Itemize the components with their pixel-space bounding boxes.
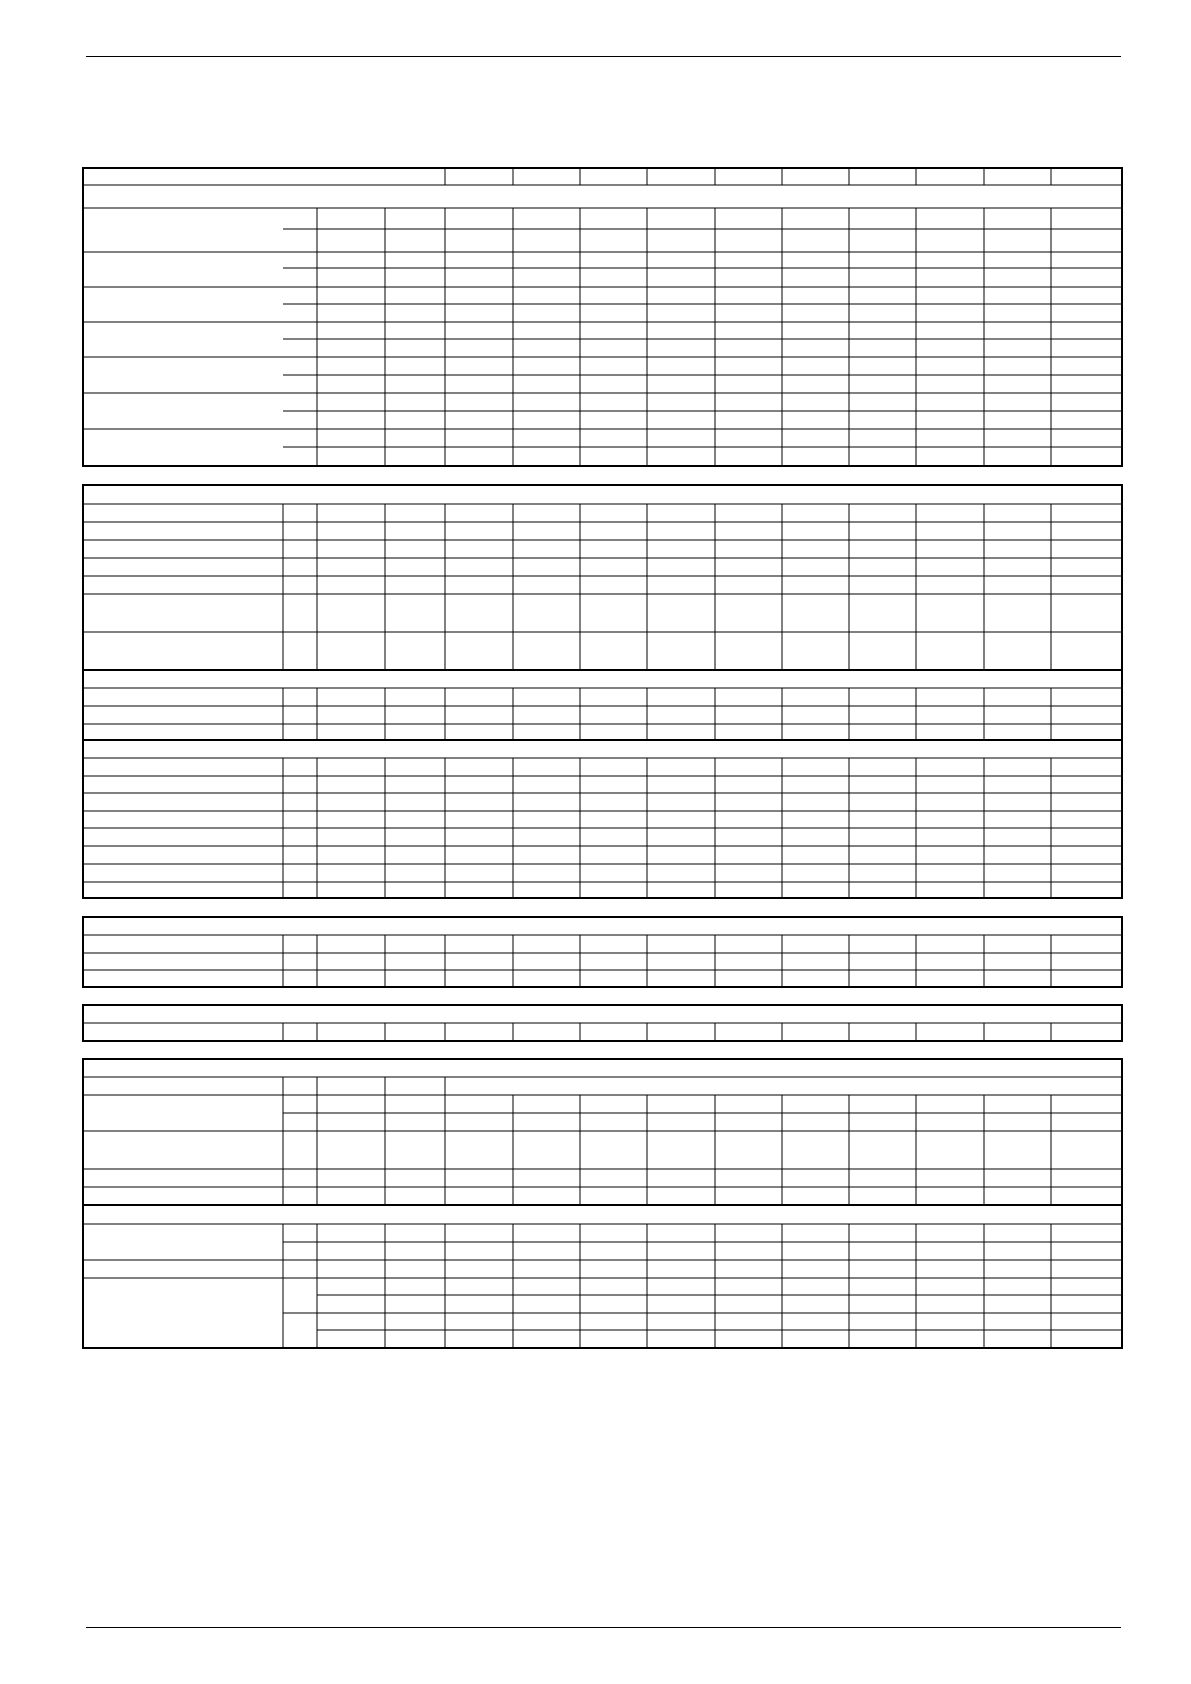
table-additional <box>83 1005 1122 1041</box>
table-general <box>83 168 1122 466</box>
footer-rule <box>86 1627 1121 1628</box>
table-dimensions <box>83 1059 1122 1348</box>
table-technical <box>83 485 1122 898</box>
table-supply <box>83 917 1122 987</box>
